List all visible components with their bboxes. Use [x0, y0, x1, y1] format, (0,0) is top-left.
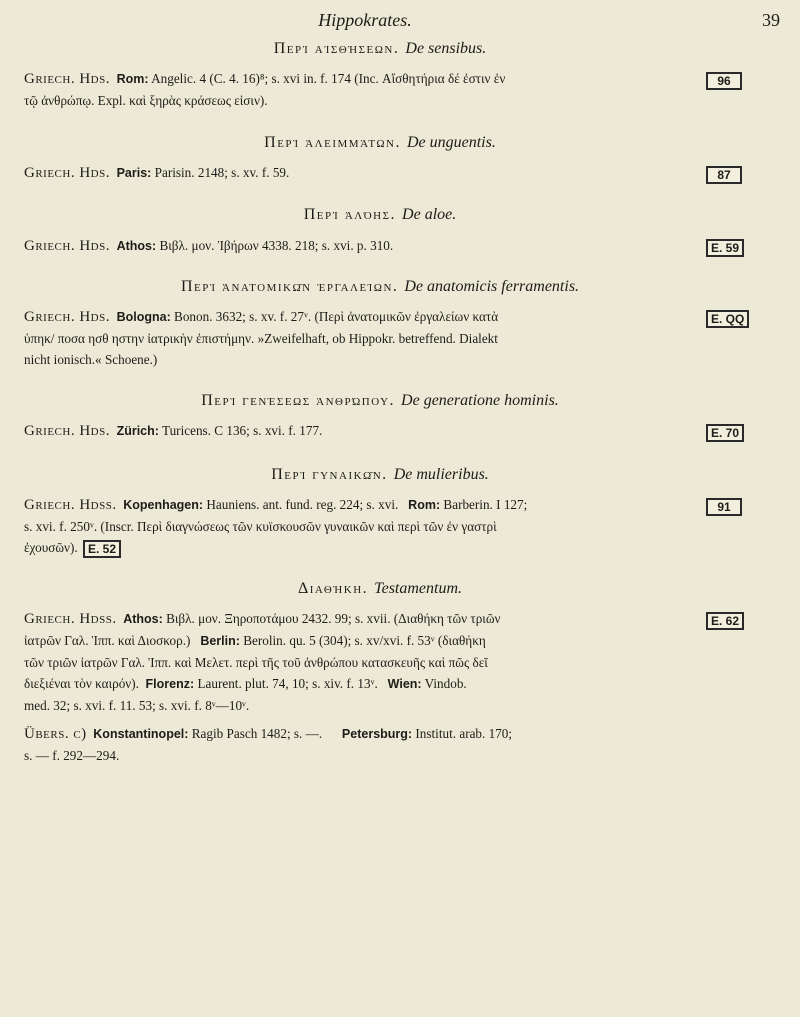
entry-body [24, 494, 696, 558]
line-text: ἐχουσῶν). [24, 540, 78, 555]
entry-body [24, 608, 696, 716]
entry-heading [30, 206, 730, 224]
location: Athos: [116, 239, 157, 253]
location: Rom: [408, 498, 441, 512]
text-line [24, 608, 696, 630]
latin-title: De unguentis. [406, 134, 496, 151]
line-text: Berolin. qu. 5 (304); s. xv/xvi. f. 53ᵛ (διαθήκη [243, 633, 486, 648]
line-text: Angelic. 4 (C. 4. 16)⁸; s. xvi in. f. 174 (Inc. Αἴσθητήρια δέ ἐστιν ἐν [151, 71, 506, 86]
line-text: Vindob. [424, 676, 467, 691]
greek-title: Περὶ ἀλειμμάτων. [264, 134, 401, 151]
greek-title: Περὶ ἀνατομικῶν ἐργαλείων. [180, 278, 399, 295]
reference-box: E. 70 [706, 424, 744, 442]
translations-block [24, 723, 696, 766]
text-line: med. 32; s. xvi. f. 11. 53; s. xvi. f. 8ᵛ—10ᵛ. [24, 698, 250, 713]
latin-title: De sensibus. [405, 40, 487, 57]
entry-body [24, 162, 696, 184]
entry-body [24, 68, 696, 111]
latin-title: De aloe. [402, 206, 457, 223]
category-label: Griech. Hds. [24, 238, 110, 254]
category-label: Griech. Hds. [24, 423, 110, 439]
running-title: Hippokrates. [318, 10, 412, 30]
text-line: s. xvi. f. 250ᵛ. (Inscr. Περὶ διαγνώσεως τῶν κυϊσκουσῶν γυναικῶν καὶ περὶ τῶν ἐν γαστρὶ [24, 519, 497, 534]
line-text: Βιβλ. μον. Ἰβήρων 4338. 218; s. xvi. p. 310. [159, 238, 394, 253]
line-text: Hauniens. ant. fund. reg. 224; s. xvi. [206, 497, 399, 512]
running-header [0, 6, 800, 36]
reference-box: 91 [706, 498, 742, 516]
line-text: Laurent. plut. 74, 10; s. xiv. f. 13ᵛ. [197, 676, 378, 691]
latin-title: De anatomicis ferramentis. [404, 278, 580, 295]
entry-body [24, 306, 696, 370]
entry-heading [30, 392, 730, 410]
entry-heading [30, 580, 730, 598]
text-line: τῶν τριῶν ἰατρῶν Γαλ. Ἱππ. καὶ Μελετ. περὶ τῆς τοῦ ἀνθρώπου κατασκευῆς καὶ πῶς δεῖ [24, 655, 488, 670]
location: Athos: [123, 612, 163, 626]
entry-testamentum [0, 580, 800, 598]
location: Bologna: [116, 310, 171, 324]
entry-de-sensibus [0, 40, 800, 58]
line-text: Parisin. 2148; s. xv. f. 59. [154, 165, 290, 180]
text-line [24, 68, 696, 90]
entry-heading [30, 278, 730, 296]
line-text: Βιβλ. μον. Ξηροποτάμου 2432. 99; s. xvii. (Διαθήκη τῶν τριῶν [166, 611, 501, 626]
entry-heading [30, 134, 730, 152]
line-text: διεξιέναι τὸν καιρόν). [24, 676, 139, 691]
location: Petersburg: [341, 727, 413, 741]
reference-box: E. 52 [83, 540, 121, 558]
entry-de-aloe [0, 206, 800, 224]
location: Kopenhagen: [123, 498, 204, 512]
entry-de-mulieribus [0, 466, 800, 484]
text-line: τῷ ἀνθρώπῳ. Expl. καὶ ξηρὰς κράσεως εἰσιν). [24, 93, 268, 108]
greek-title: Διαθήκη. [297, 580, 369, 597]
line-text: ἰατρῶν Γαλ. Ἱππ. καὶ Διοσκορ.) [24, 633, 191, 648]
line-text: Bonon. 3632; s. xv. f. 27ᵛ. (Περὶ ἀνατομικῶν ἐργαλείων κατὰ [174, 309, 499, 324]
category-label: Griech. Hdss. [24, 611, 117, 627]
location: Rom: [116, 72, 149, 86]
category-label: Griech. Hds. [24, 165, 110, 181]
entry-de-anatomicis [0, 278, 800, 296]
text-line [24, 306, 696, 328]
text-line [24, 630, 696, 652]
greek-title: Περὶ γενέσεως ἀνθρώπου. [201, 392, 396, 409]
latin-title: Testamentum. [374, 580, 463, 597]
location: Konstantinopel: [93, 727, 189, 741]
text-line [24, 162, 696, 184]
entry-heading [30, 40, 730, 58]
category-label: Übers. c) [24, 726, 87, 742]
reference-box: 87 [706, 166, 742, 184]
category-label: Griech. Hds. [24, 309, 110, 325]
location: Florenz: [145, 677, 195, 691]
text-line [24, 537, 696, 558]
text-line: ὑπηκ/ ποσα ησθ ηστην ἰατρικὴν ἐπιστήμην. »Zweifelhaft, ob Hippokr. betreffend. Dialekt [24, 331, 498, 346]
greek-title: Περὶ αἰσθήσεων. [273, 40, 400, 57]
latin-title: De generatione hominis. [401, 392, 559, 409]
entry-heading [30, 466, 730, 484]
reference-box: E. 62 [706, 612, 744, 630]
reference-box: E. QQ [706, 310, 749, 328]
entry-body [24, 235, 696, 257]
text-line: s. — f. 292—294. [24, 748, 120, 763]
location: Paris: [116, 166, 152, 180]
entry-de-generatione [0, 392, 800, 410]
line-text: Institut. arab. 170; [415, 726, 513, 741]
location: Berlin: [200, 634, 240, 648]
text-line [24, 723, 696, 745]
line-text: Ragib Pasch 1482; s. —. [191, 726, 323, 741]
reference-box: 96 [706, 72, 742, 90]
text-line: nicht ionisch.« Schoene.) [24, 352, 158, 367]
line-text: Barberin. I 127; [443, 497, 528, 512]
entry-de-unguentis [0, 134, 800, 152]
location: Zürich: [116, 424, 159, 438]
greek-title: Περὶ γυναικῶν. [271, 466, 388, 483]
reference-box: E. 59 [706, 239, 744, 257]
category-label: Griech. Hdss. [24, 497, 117, 513]
latin-title: De mulieribus. [393, 466, 489, 483]
page-number: 39 [762, 10, 780, 30]
location: Wien: [387, 677, 422, 691]
entry-body [24, 420, 696, 442]
text-line [24, 494, 696, 516]
greek-title: Περὶ ἀλόης. [303, 206, 397, 223]
text-line [24, 673, 696, 695]
text-line [24, 420, 696, 442]
category-label: Griech. Hds. [24, 71, 110, 87]
line-text: Turicens. C 136; s. xvi. f. 177. [162, 423, 323, 438]
text-line [24, 235, 696, 257]
